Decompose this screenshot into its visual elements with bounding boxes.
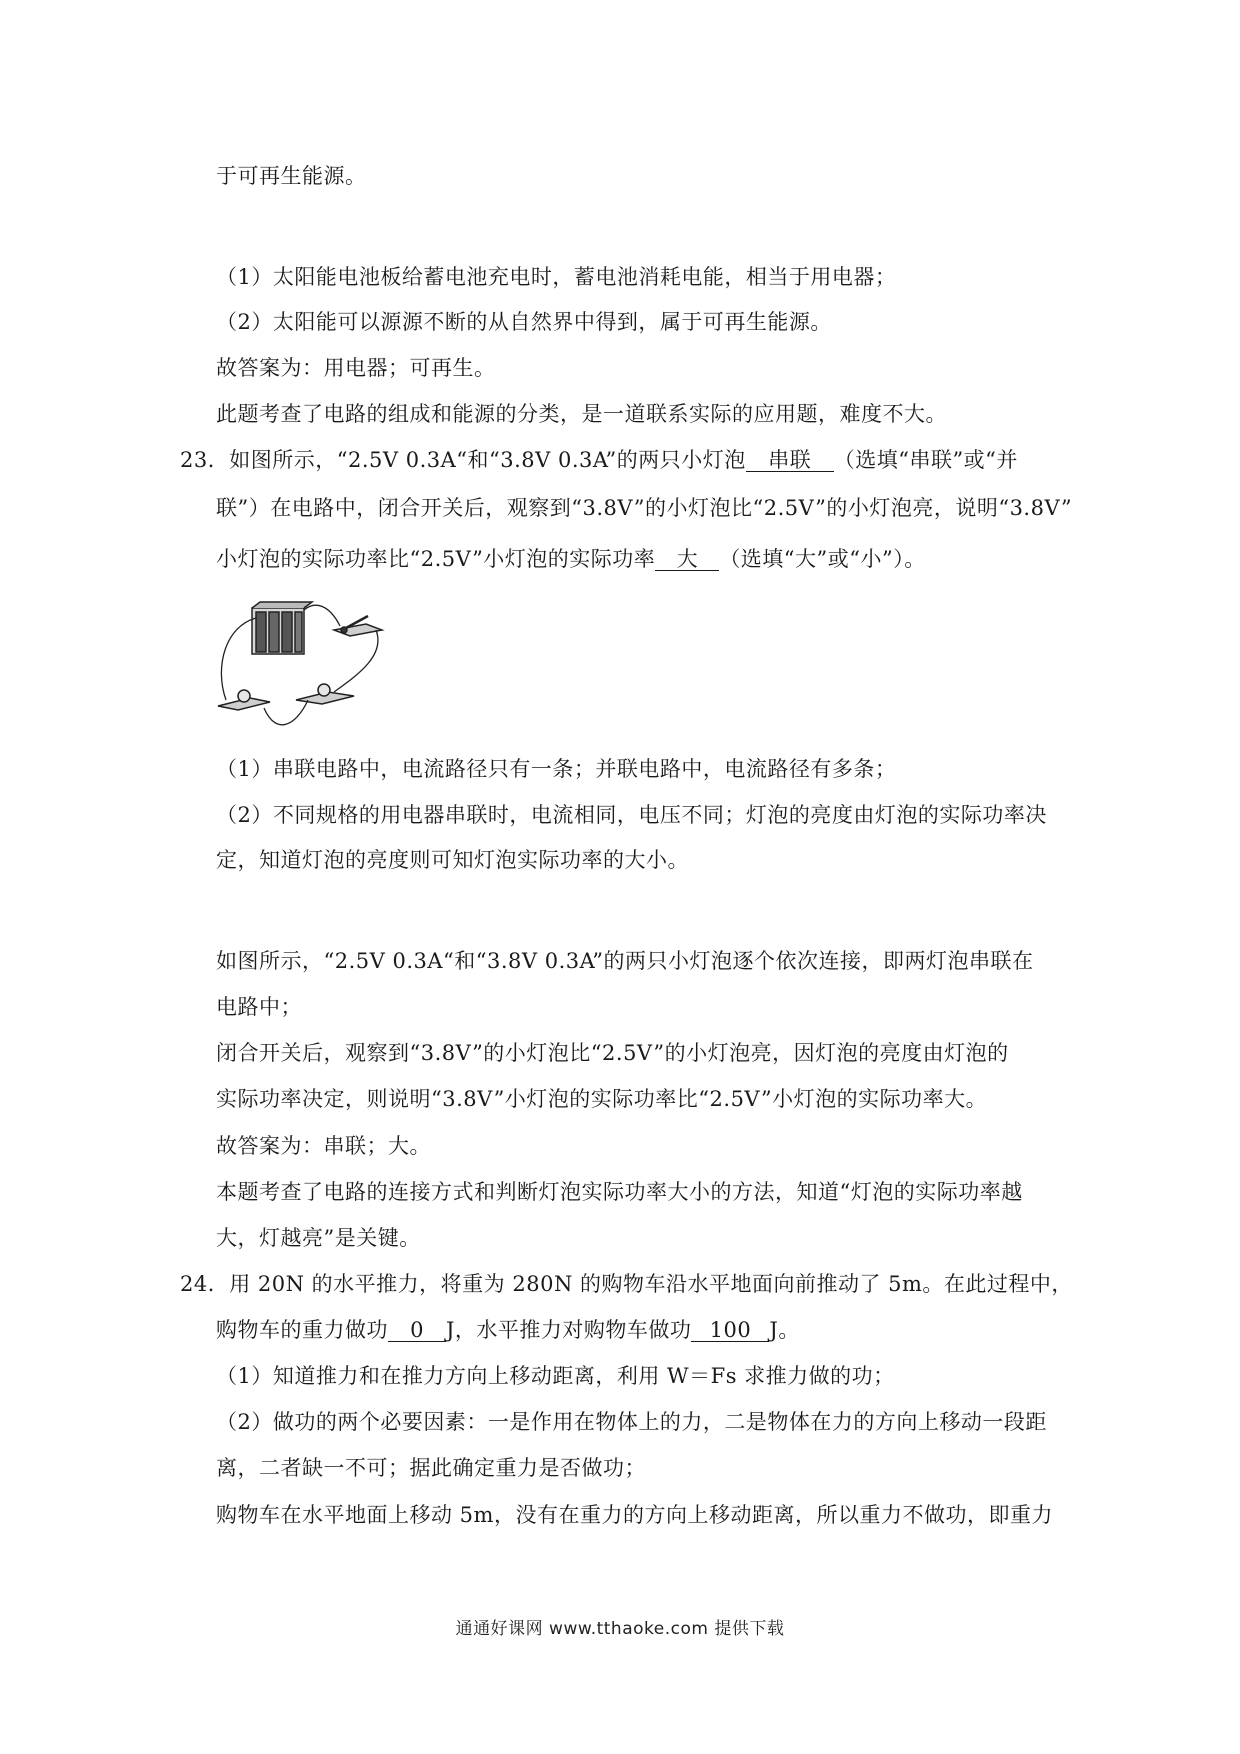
question-text: 如图所示，“2.5V 0.3A“和“3.8V 0.3A”的两只小灯泡	[229, 448, 746, 472]
question-text: J。	[769, 1318, 800, 1342]
answer-line: 故答案为：串联；大。	[216, 1134, 431, 1158]
solution-line: 如图所示，“2.5V 0.3A“和“3.8V 0.3A”的两只小灯泡逐个依次连接，即两灯泡串联在	[216, 949, 1034, 973]
analysis-line: （1）知道推力和在推力方向上移动距离，利用 W＝Fs 求推力做的功；	[216, 1364, 895, 1388]
analysis-line: （1）太阳能电池板给蓄电池充电时，蓄电池消耗电能，相当于用电器；	[216, 265, 897, 289]
question-24-line2	[216, 1314, 800, 1344]
answer-blank: 100	[691, 1319, 769, 1342]
answer-line: 故答案为：用电器；可再生。	[216, 356, 496, 380]
answer-blank: 0	[388, 1319, 446, 1342]
comment-line: 此题考查了电路的组成和能源的分类，是一道联系实际的应用题，难度不大。	[216, 402, 947, 426]
question-23	[180, 444, 1018, 474]
solution-line: 电路中；	[216, 995, 302, 1019]
question-text: （选填“串联”或“并	[833, 448, 1018, 472]
question-text: 联”）在电路中，闭合开关后，观察到“3.8V”的小灯泡比“2.5V”的小灯泡亮，说明“3.8V”	[216, 496, 1073, 520]
page-footer: 通通好课网 www.tthaoke.com 提供下载	[455, 1619, 785, 1639]
question-text: 小灯泡的实际功率比“2.5V”小灯泡的实际功率	[216, 547, 656, 571]
comment-line: 本题考查了电路的连接方式和判断灯泡实际功率大小的方法，知道“灯泡的实际功率越	[216, 1180, 1023, 1204]
solution-line: 购物车在水平地面上移动 5m，没有在重力的方向上移动距离，所以重力不做功，即重力	[216, 1503, 1053, 1527]
analysis-line: （2）太阳能可以源源不断的从自然界中得到，属于可再生能源。	[216, 310, 832, 334]
question-text: （选填“大”或“小”）。	[719, 547, 926, 571]
answer-blank: 串联	[746, 449, 834, 472]
analysis-line: 定，知道灯泡的亮度则可知灯泡实际功率的大小。	[216, 848, 689, 872]
question-text: J，水平推力对购物车做功	[446, 1318, 692, 1342]
question-24	[180, 1268, 1073, 1298]
question-number: 24．	[180, 1272, 230, 1296]
question-23-line3	[216, 543, 926, 573]
question-text: 用 20N 的水平推力，将重为 280N 的购物车沿水平地面向前推动了 5m。在此过程中，	[229, 1272, 1073, 1296]
question-number: 23．	[180, 448, 230, 472]
analysis-line: （2）不同规格的用电器串联时，电流相同，电压不同；灯泡的亮度由灯泡的实际功率决	[216, 803, 1047, 827]
text-line: 于可再生能源。	[216, 164, 367, 188]
solution-line: 实际功率决定，则说明“3.8V”小灯泡的实际功率比“2.5V”小灯泡的实际功率大。	[216, 1087, 988, 1111]
analysis-line: 离，二者缺一不可；据此确定重力是否做功；	[216, 1456, 646, 1480]
comment-line: 大，灯越亮”是关键。	[216, 1226, 421, 1250]
solution-line: 闭合开关后，观察到“3.8V”的小灯泡比“2.5V”的小灯泡亮，因灯泡的亮度由灯泡的	[216, 1041, 1009, 1065]
analysis-line: （1）串联电路中，电流路径只有一条；并联电路中，电流路径有多条；	[216, 757, 897, 781]
circuit-figure	[216, 596, 426, 738]
battery-icon	[252, 602, 312, 654]
question-text: 购物车的重力做功	[216, 1318, 388, 1342]
analysis-line: （2）做功的两个必要因素：一是作用在物体上的力，二是物体在力的方向上移动一段距	[216, 1410, 1047, 1434]
answer-blank: 大	[655, 548, 719, 571]
